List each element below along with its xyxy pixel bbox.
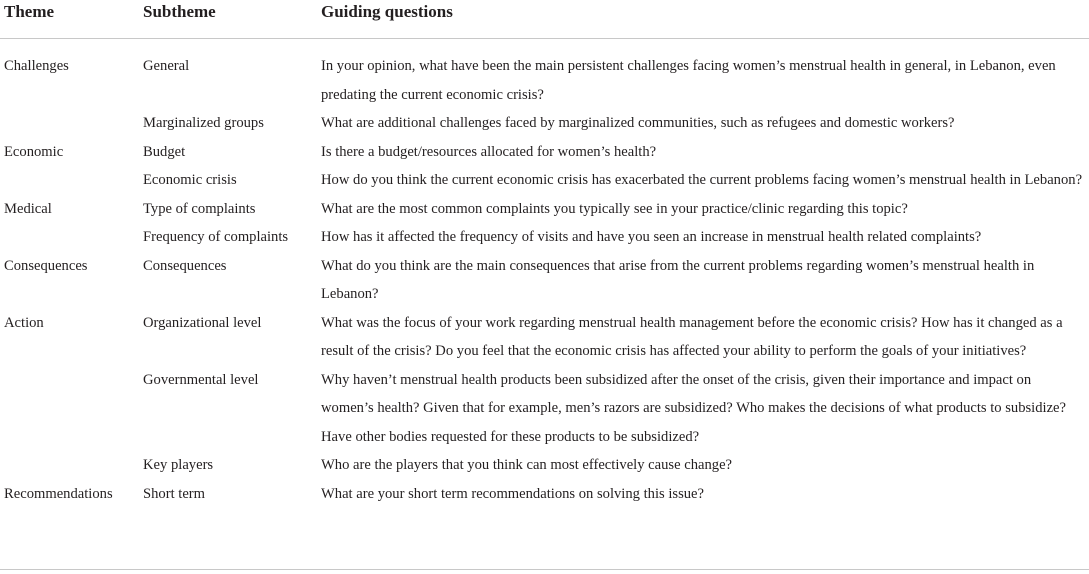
table-row (0, 195, 1089, 224)
table-row (0, 309, 1089, 366)
theme-cell: Recommendations (4, 485, 113, 502)
subtheme-cell: Economic crisis (143, 172, 237, 188)
subtheme-cell: Short term (143, 485, 206, 502)
question-cell: Is there a budget/resources allocated for women’s health? (321, 143, 657, 160)
theme-cell: Economic (4, 143, 64, 160)
subtheme-cell: Marginalized groups (143, 115, 264, 131)
question-cell: Why haven’t menstrual health products been subsidized after the onset of the crisis, given their importance and impact on women’s health? Given that for example, men’s razors are subsidized? Who makes the decisions of what products to subsidize? Have other bodies requested for these products to be subsidized? (321, 371, 1067, 445)
question-cell: How do you think the current economic crisis has exacerbated the current problems facing women’s menstrual health in Lebanon? (321, 172, 1083, 188)
table-body (0, 52, 1089, 508)
table-row (0, 223, 1089, 252)
table-row (0, 366, 1089, 452)
table-header (0, 0, 1089, 39)
header-subtheme: Subtheme (143, 2, 216, 21)
question-cell: What was the focus of your work regarding menstrual health management before the economic crisis? How has it changed as a result of the crisis? Do you feel that the economic crisis has affected your ability to perform the goals of your initiatives? (321, 314, 1063, 359)
table-row (0, 451, 1089, 480)
subtheme-cell: Type of complaints (143, 200, 256, 217)
subtheme-cell: Frequency of complaints (143, 229, 289, 245)
header-guiding-questions: Guiding questions (321, 2, 453, 21)
table-row (0, 480, 1089, 509)
header-theme: Theme (4, 2, 55, 21)
theme-cell: Challenges (4, 58, 69, 74)
theme-cell: Action (4, 314, 44, 331)
theme-cell: Medical (4, 200, 52, 217)
question-cell: How has it affected the frequency of visits and have you seen an increase in menstrual health related complaints? (321, 229, 982, 245)
subtheme-cell: Key players (143, 457, 214, 473)
question-cell: What are the most common complaints you typically see in your practice/clinic regarding this topic? (321, 200, 908, 217)
table-bottom-rule (0, 569, 1089, 570)
table-row (0, 138, 1089, 167)
subtheme-cell: Governmental level (143, 371, 259, 388)
table-row (0, 109, 1089, 138)
table-row (0, 52, 1089, 109)
subtheme-cell: Organizational level (143, 314, 262, 331)
subtheme-cell: Consequences (143, 257, 227, 274)
question-cell: What are your short term recommendations on solving this issue? (321, 485, 705, 502)
table-row (0, 166, 1089, 195)
question-cell: In your opinion, what have been the main persistent challenges facing women’s menstrual health in general, in Lebanon, even predating the current economic crisis? (321, 58, 1056, 103)
question-cell: What are additional challenges faced by marginalized communities, such as refugees and domestic workers? (321, 115, 955, 131)
subtheme-cell: Budget (143, 143, 186, 160)
table-row (0, 252, 1089, 309)
question-cell: Who are the players that you think can most effectively cause change? (321, 457, 733, 473)
subtheme-cell: General (143, 58, 190, 74)
theme-cell: Consequences (4, 257, 88, 274)
question-cell: What do you think are the main consequences that arise from the current problems regarding women’s menstrual health in Lebanon? (321, 257, 1035, 302)
